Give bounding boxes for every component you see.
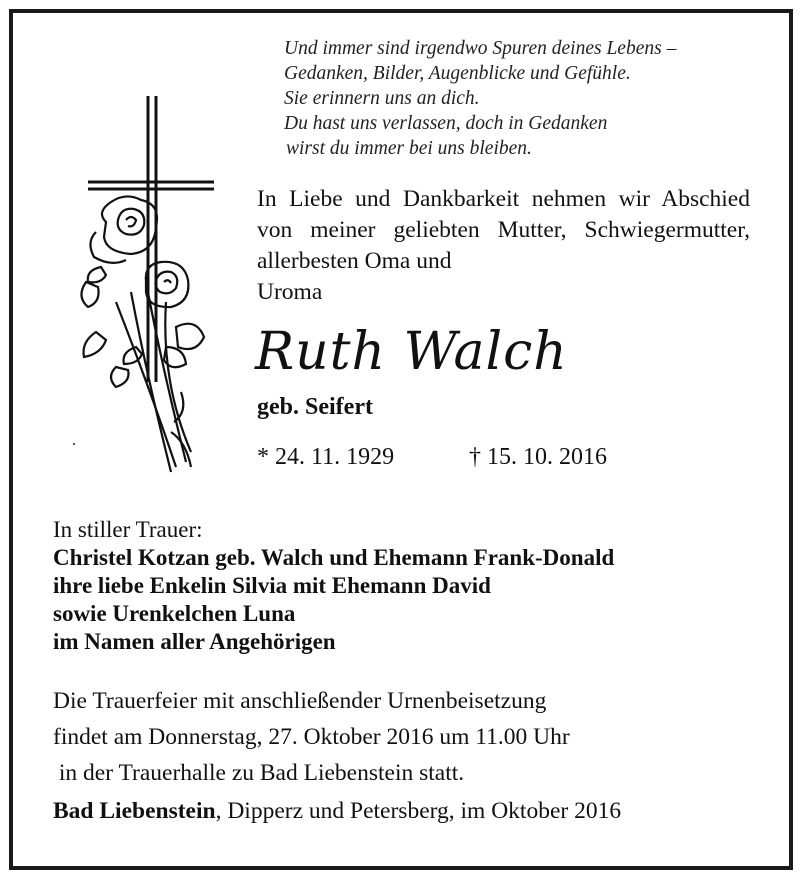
- poem-line: wirst du immer bei uns bleiben.: [286, 138, 532, 159]
- poem-line: Du hast uns verlassen, doch in Gedanken: [284, 113, 608, 134]
- ceremony-info: [53, 683, 570, 791]
- poem: [284, 36, 764, 161]
- footer-place: Bad Liebenstein: [53, 798, 216, 824]
- mourner-line: im Namen aller Angehörigen: [53, 629, 336, 654]
- poem-line: Sie erinnern uns an dich.: [284, 88, 480, 109]
- ceremony-line: in der Trauerhalle zu Bad Liebenstein statt.: [53, 760, 465, 786]
- ceremony-line: findet am Donnerstag, 27. Oktober 2016 um 11.00 Uhr: [53, 724, 570, 750]
- death-date: † 15. 10. 2016: [469, 444, 607, 470]
- intro-paragraph: In Liebe und Dankbarkeit nehmen wir Abschied von meiner geliebten Mutter, Schwiegermutter, allerbesten Oma und: [257, 186, 750, 274]
- mourner-line: ihre liebe Enkelin Silvia mit Ehemann David: [53, 573, 491, 598]
- speck: [73, 443, 75, 445]
- birth-date: * 24. 11. 1929: [257, 444, 395, 470]
- poem-line: Und immer sind irgendwo Spuren deines Lebens –: [284, 38, 677, 59]
- ceremony-line: Die Trauerfeier mit anschließender Urnenbeisetzung: [53, 688, 547, 714]
- life-dates: [257, 444, 607, 471]
- cross-with-roses-icon: [76, 92, 216, 477]
- intro-last-line: Uroma: [257, 279, 323, 305]
- intro-text: [257, 184, 750, 308]
- mourners-block: [53, 516, 614, 656]
- deceased-name: Ruth Walch: [255, 322, 568, 382]
- mourner-line: sowie Urenkelchen Luna: [53, 601, 296, 626]
- mourner-line: Christel Kotzan geb. Walch und Ehemann Frank-Donald: [53, 545, 615, 570]
- poem-line: Gedanken, Bilder, Augenblicke und Gefühle.: [284, 63, 631, 84]
- footer-rest: , Dipperz und Petersberg, im Oktober 2016: [215, 798, 622, 824]
- mourners-heading: In stiller Trauer:: [53, 517, 203, 542]
- birth-name: geb. Seifert: [257, 394, 373, 420]
- footer-line: [53, 798, 621, 825]
